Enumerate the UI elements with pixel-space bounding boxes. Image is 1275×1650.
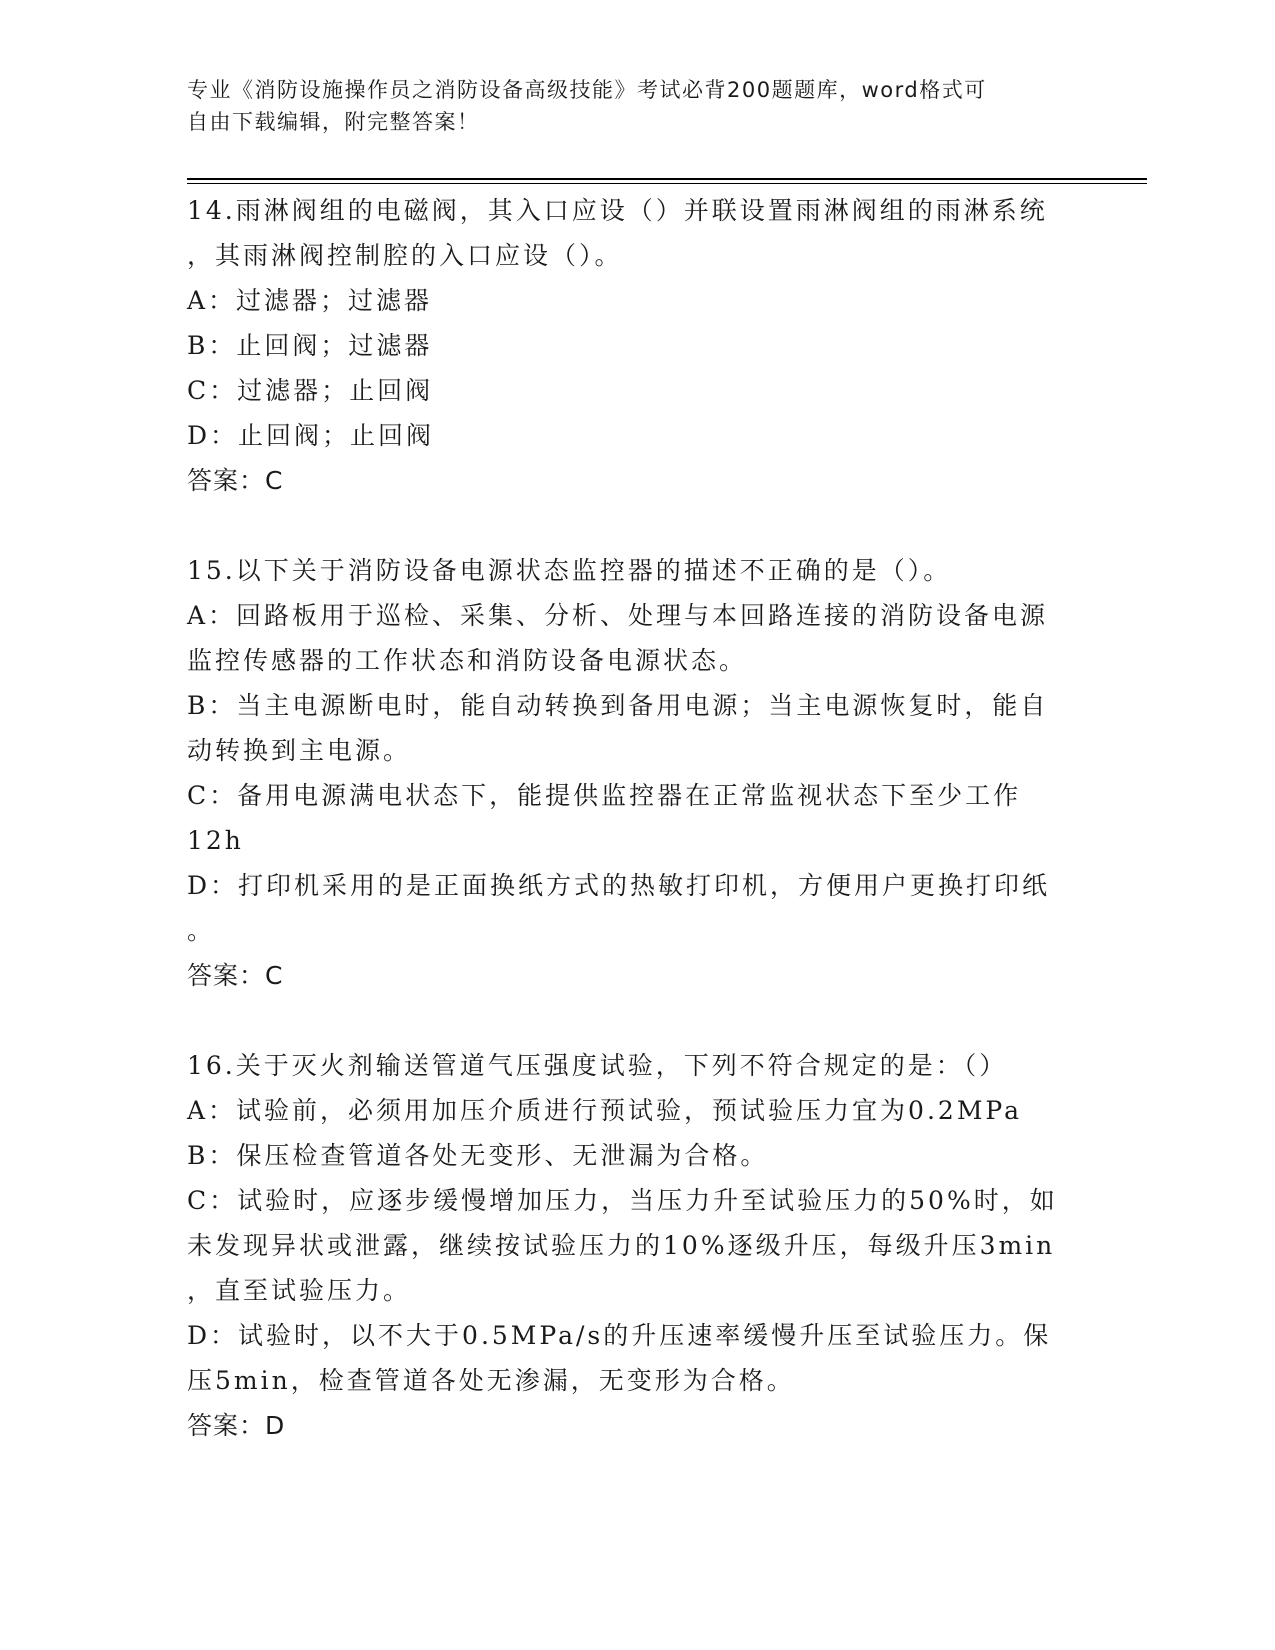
option-d: D：试验时，以不大于0.5MPa/s的升压速率缓慢升压至试验压力。保 <box>187 1321 1052 1350</box>
question-15 <box>187 548 1067 998</box>
option-d-cont: 压5min，检查管道各处无渗漏，无变形为合格。 <box>187 1366 795 1395</box>
option-a: A：回路板用于巡检、采集、分析、处理与本回路连接的消防设备电源 <box>187 601 1049 630</box>
option-a-cont: 监控传感器的工作状态和消防设备电源状态。 <box>187 646 748 675</box>
option-c: C：备用电源满电状态下，能提供监控器在正常监视状态下至少工作 <box>187 781 1022 810</box>
option-c: C：试验时，应逐步缓慢增加压力，当压力升至试验压力的50%时，如 <box>187 1186 1058 1215</box>
header-line-1: 专业《消防设施操作员之消防设备高级技能》考试必背200题题库，word格式可 <box>187 78 987 102</box>
option-b: B：当主电源断电时，能自动转换到备用电源；当主电源恢复时，能自 <box>187 691 1049 720</box>
document-header <box>187 74 1067 138</box>
question-text-line: 14.雨淋阀组的电磁阀，其入口应设（）并联设置雨淋阀组的雨淋系统 <box>187 196 1048 225</box>
header-divider-thin <box>187 183 1147 184</box>
header-divider-thick <box>187 178 1147 180</box>
question-text-line: ，其雨淋阀控制腔的入口应设（）。 <box>187 241 623 270</box>
option-c: C：过滤器；止回阀 <box>187 376 434 405</box>
question-text-line: 16.关于灭火剂输送管道气压强度试验，下列不符合规定的是：（） <box>187 1051 1008 1080</box>
option-d-cont: 。 <box>187 916 216 945</box>
option-c-cont-2: ，直至试验压力。 <box>187 1276 412 1305</box>
question-16 <box>187 1043 1067 1448</box>
answer: 答案：C <box>187 961 284 990</box>
option-b-cont: 动转换到主电源。 <box>187 736 412 765</box>
option-d: D：打印机采用的是正面换纸方式的热敏打印机，方便用户更换打印纸 <box>187 871 1051 900</box>
option-a: A：过滤器；过滤器 <box>187 286 433 315</box>
option-c-cont: 12h <box>187 826 244 855</box>
question-14 <box>187 188 1067 503</box>
option-d: D：止回阀；止回阀 <box>187 421 435 450</box>
header-line-2: 自由下载编辑，附完整答案！ <box>187 110 480 134</box>
answer: 答案：C <box>187 466 284 495</box>
question-text-line: 15.以下关于消防设备电源状态监控器的描述不正确的是（）。 <box>187 556 952 585</box>
answer: 答案：D <box>187 1411 286 1440</box>
option-b: B：保压检查管道各处无变形、无泄漏为合格。 <box>187 1141 769 1170</box>
option-b: B：止回阀；过滤器 <box>187 331 433 360</box>
option-c-cont: 未发现异状或泄露，继续按试验压力的10%逐级升压，每级升压3min <box>187 1231 1056 1260</box>
question-list <box>187 188 1067 1448</box>
option-a: A：试验前，必须用加压介质进行预试验，预试验压力宜为0.2MPa <box>187 1096 1023 1125</box>
